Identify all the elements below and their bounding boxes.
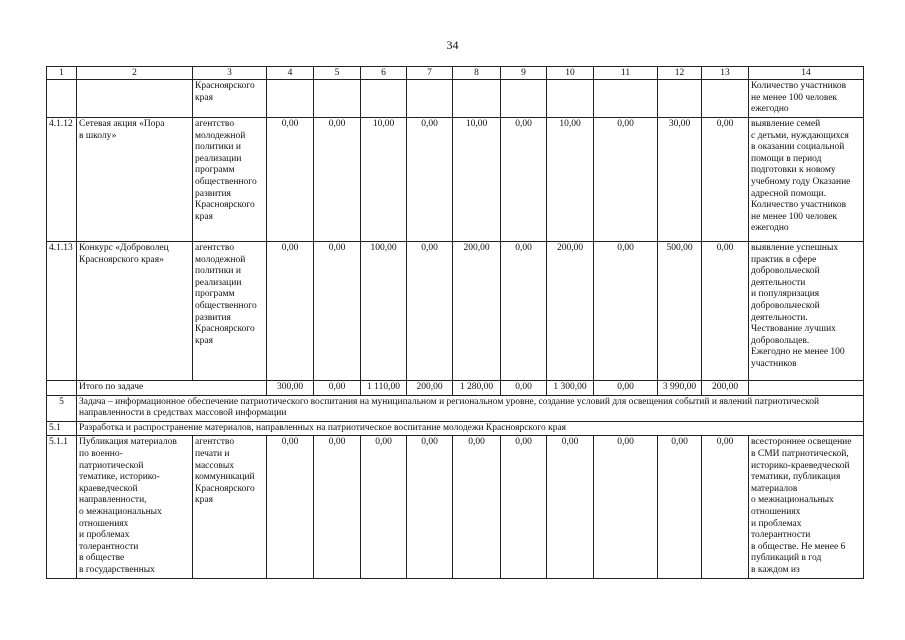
value-cell: 0,00 bbox=[267, 242, 314, 381]
header-cell: 12 bbox=[658, 67, 702, 80]
row-id: 4.1.13 bbox=[47, 242, 77, 381]
total-value: 0,00 bbox=[501, 381, 547, 396]
task-description: Задача – информационное обеспечение патриотического воспитания на муниципальном и региональном уровне, создание условий для освещения событий и явлений патриотической направленности в средствах массовой информации bbox=[77, 395, 864, 421]
executor-cell: агентство молодежной политики и реализации программ общественного развития Красноярского края bbox=[193, 118, 267, 242]
value-cell: 0,00 bbox=[361, 436, 407, 578]
total-value: 0,00 bbox=[594, 381, 658, 396]
value-cell: 200,00 bbox=[453, 242, 501, 381]
page-number: 34 bbox=[446, 38, 459, 52]
table-cell bbox=[314, 80, 361, 118]
program-table bbox=[46, 66, 864, 579]
value-cell: 0,00 bbox=[594, 436, 658, 578]
total-value: 1 280,00 bbox=[453, 381, 501, 396]
total-value: 1 110,00 bbox=[361, 381, 407, 396]
value-cell: 0,00 bbox=[702, 436, 749, 578]
value-cell: 0,00 bbox=[547, 436, 594, 578]
table-cell bbox=[594, 80, 658, 118]
table-cell bbox=[267, 80, 314, 118]
result-cell: выявление семей с детьми, нуждающихся в оказании социальной помощи в период подготовки к новому учебному году Оказание адресной помощи. Количество участников не менее 100 человек ежегодно bbox=[749, 118, 864, 242]
total-value: 0,00 bbox=[314, 381, 361, 396]
value-cell: 0,00 bbox=[267, 118, 314, 242]
value-cell: 10,00 bbox=[361, 118, 407, 242]
result-cell: выявление успешных практик в сфере добровольческой деятельности и популяризация добровольческой деятельности. Чествование лучших добровольцев. Ежегодно не менее 100 участников bbox=[749, 242, 864, 381]
value-cell: 0,00 bbox=[407, 242, 453, 381]
header-cell: 5 bbox=[314, 67, 361, 80]
value-cell: 30,00 bbox=[658, 118, 702, 242]
header-cell: 10 bbox=[547, 67, 594, 80]
value-cell: 0,00 bbox=[314, 436, 361, 578]
continuation-row bbox=[47, 80, 864, 118]
value-cell: 500,00 bbox=[658, 242, 702, 381]
table-cell bbox=[361, 80, 407, 118]
value-cell: 0,00 bbox=[658, 436, 702, 578]
header-cell: 9 bbox=[501, 67, 547, 80]
value-cell: 0,00 bbox=[453, 436, 501, 578]
header-cell: 7 bbox=[407, 67, 453, 80]
executor-cell: агентство печати и массовых коммуникаций Красноярского края bbox=[193, 436, 267, 578]
header-cell: 6 bbox=[361, 67, 407, 80]
table-cell bbox=[702, 80, 749, 118]
event-name: Конкурс «Доброволец Красноярского края» bbox=[77, 242, 193, 381]
table-cell bbox=[407, 80, 453, 118]
total-value: 300,00 bbox=[267, 381, 314, 396]
value-cell: 10,00 bbox=[453, 118, 501, 242]
table-cell bbox=[453, 80, 501, 118]
value-cell: 200,00 bbox=[547, 242, 594, 381]
event-name: Публикация материалов по военно- патриотической тематике, историко- краеведческой направленности, о межнациональных отношениях и проблемах толерантности в обществе в государственных bbox=[77, 436, 193, 578]
subtask-row-5-1 bbox=[47, 421, 864, 436]
value-cell: 0,00 bbox=[501, 242, 547, 381]
value-cell: 0,00 bbox=[407, 118, 453, 242]
table-cell bbox=[658, 80, 702, 118]
header-cell: 11 bbox=[594, 67, 658, 80]
total-label: Итого по задаче bbox=[77, 381, 267, 396]
table-cell bbox=[501, 80, 547, 118]
table-cell bbox=[47, 381, 77, 396]
header-cell: 13 bbox=[702, 67, 749, 80]
value-cell: 0,00 bbox=[314, 118, 361, 242]
table-row-4-1-12 bbox=[47, 118, 864, 242]
header-cell: 3 bbox=[193, 67, 267, 80]
executor-cell: Красноярского края bbox=[193, 80, 267, 118]
header-cell: 14 bbox=[749, 67, 864, 80]
total-value: 200,00 bbox=[702, 381, 749, 396]
task-row-5 bbox=[47, 395, 864, 421]
header-cell: 1 bbox=[47, 67, 77, 80]
value-cell: 10,00 bbox=[547, 118, 594, 242]
table-cell bbox=[749, 381, 864, 396]
table-row-4-1-13 bbox=[47, 242, 864, 381]
value-cell: 0,00 bbox=[702, 242, 749, 381]
table-cell bbox=[547, 80, 594, 118]
row-id: 5 bbox=[47, 395, 77, 421]
value-cell: 0,00 bbox=[594, 118, 658, 242]
total-value: 200,00 bbox=[407, 381, 453, 396]
value-cell: 0,00 bbox=[702, 118, 749, 242]
value-cell: 0,00 bbox=[594, 242, 658, 381]
total-row bbox=[47, 381, 864, 396]
row-id: 5.1 bbox=[47, 421, 77, 436]
total-value: 1 300,00 bbox=[547, 381, 594, 396]
table-cell bbox=[77, 80, 193, 118]
table-cell bbox=[47, 80, 77, 118]
header-cell: 4 bbox=[267, 67, 314, 80]
value-cell: 0,00 bbox=[501, 118, 547, 242]
header-cell: 2 bbox=[77, 67, 193, 80]
executor-cell: агентство молодежной политики и реализации программ общественного развития Красноярского края bbox=[193, 242, 267, 381]
row-id: 5.1.1 bbox=[47, 436, 77, 578]
result-cell: Количество участников не менее 100 человек ежегодно bbox=[749, 80, 864, 118]
value-cell: 0,00 bbox=[501, 436, 547, 578]
value-cell: 0,00 bbox=[267, 436, 314, 578]
value-cell: 0,00 bbox=[314, 242, 361, 381]
value-cell: 100,00 bbox=[361, 242, 407, 381]
row-id: 4.1.12 bbox=[47, 118, 77, 242]
header-cell: 8 bbox=[453, 67, 501, 80]
subtask-description: Разработка и распространение материалов, направленных на патриотическое воспитание молодежи Красноярского края bbox=[77, 421, 864, 436]
value-cell: 0,00 bbox=[407, 436, 453, 578]
header-row bbox=[47, 67, 864, 80]
event-name: Сетевая акция «Пора в школу» bbox=[77, 118, 193, 242]
result-cell: всестороннее освещение в СМИ патриотической, историко-краеведческой тематики, публикация материалов о межнациональных отношениях и проблемах толерантности в обществе. Не менее 6 публикаций в год в каждом из bbox=[749, 436, 864, 578]
table-row-5-1-1 bbox=[47, 436, 864, 578]
total-value: 3 990,00 bbox=[658, 381, 702, 396]
